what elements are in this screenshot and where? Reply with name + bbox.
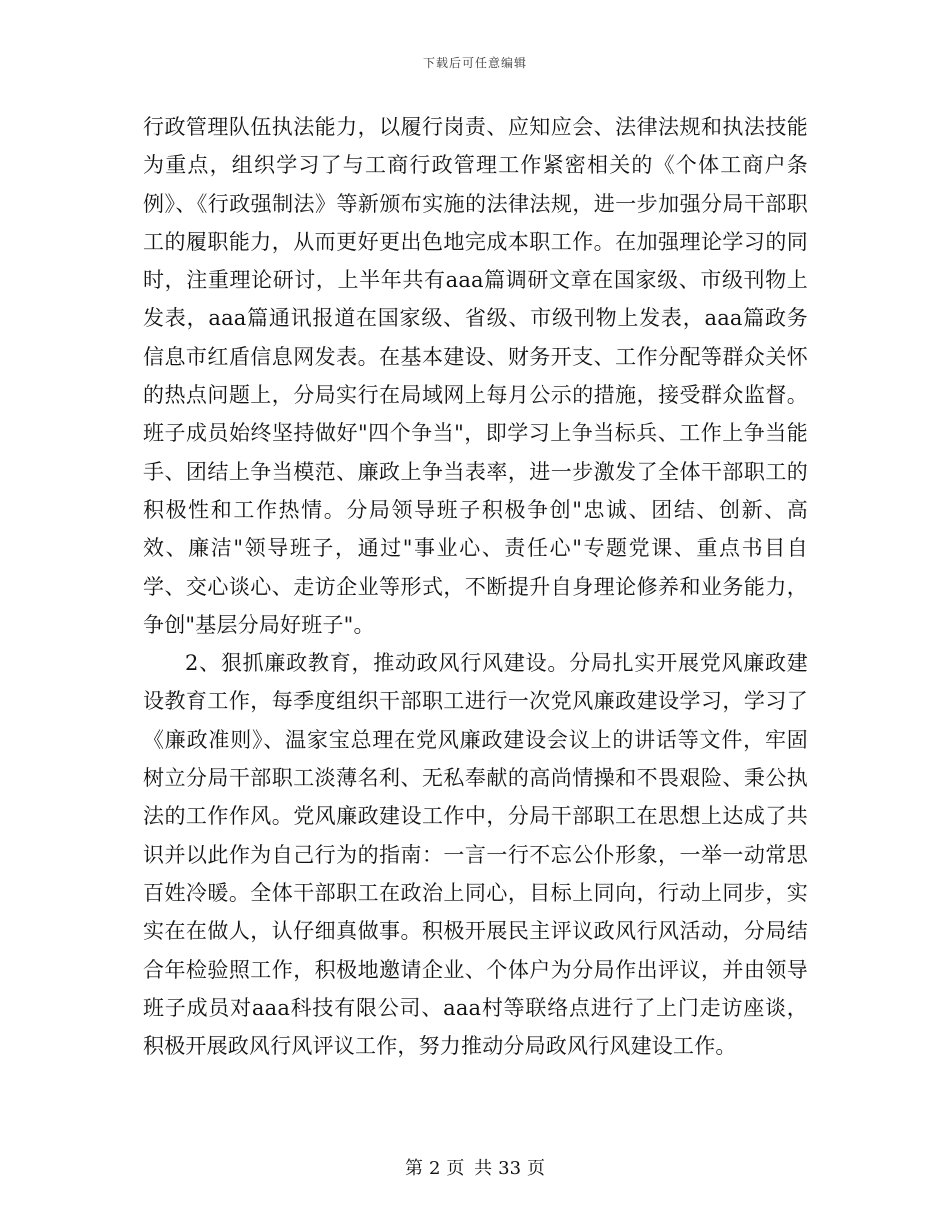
paragraph-anti-corruption-education: 2、狠抓廉政教育，推动政风行风建设。分局扎实开展党风廉政建设教育工作，每季度组织干部职工进行一次党风廉政建设学习，学习了《廉政准则》、温家宝总理在党风廉政建设会议上的讲话等文件，牢固树立分局干部职工淡薄名利、无私奉献的高尚情操和不畏艰险、秉公执法的工作作风。党风廉政建设工作中，分局干部职工在思想上达成了共识并以此作为自己行为的指南：一言一行不忘公仆形象，一举一动常思百姓冷暖。全体干部职工在政治上同心，目标上同向，行动上同步，实实在在做人，认仔细真做事。积极开展民主评议政风行风活动，分局结合年检验照工作，积极地邀请企业、个体户为分局作出评议，并由领导班子成员对aaa科技有限公司、aaa村等联络点进行了上门走访座谈，积极开展政风行风评议工作，努力推动分局政风行风建设工作。 — [143, 651, 808, 1059]
footer-suffix: 页 — [527, 1158, 546, 1179]
paragraph-continued: 行政管理队伍执法能力，以履行岗责、应知应会、法律法规和执法技能为重点，组织学习了与工商行政管理工作紧密相关的《个体工商户条例》、《行政强制法》等新颁布实施的法律法规，进一步加强分局干部职工的履职能力，从而更好更出色地完成本职工作。在加强理论学习的同时，注重理论研讨，上半年共有aaa篇调研文章在国家级、市级刊物上发表，aaa篇通讯报道在国家级、省级、市级刊物上发表，aaa篇政务信息市红盾信息网发表。在基本建设、财务开支、工作分配等群众关怀的热点问题上，分局实行在局域网上每月公示的措施，接受群众监督。班子成员始终坚持做好"四个争当"，即学习上争当标兵、工作上争当能手、团结上争当模范、廉政上争当表率，进一步激发了全体干部职工的积极性和工作热情。分局领导班子积极争创"忠诚、团结、创新、高效、廉洁"领导班子，通过"事业心、责任心"专题党课、重点书目自学、交心谈心、走访企业等形式，不断提升自身理论修养和业务能力，争创"基层分局好班子"。 — [143, 115, 808, 637]
footer-prefix: 第 — [404, 1158, 423, 1179]
page-header: 下载后可任意编辑 — [422, 56, 527, 70]
footer-total-pages: 33 — [498, 1158, 522, 1179]
footer-middle: 页 共 — [446, 1158, 493, 1179]
document-body — [143, 108, 808, 1065]
page-footer — [0, 1154, 950, 1180]
footer-page-number: 2 — [428, 1158, 441, 1179]
